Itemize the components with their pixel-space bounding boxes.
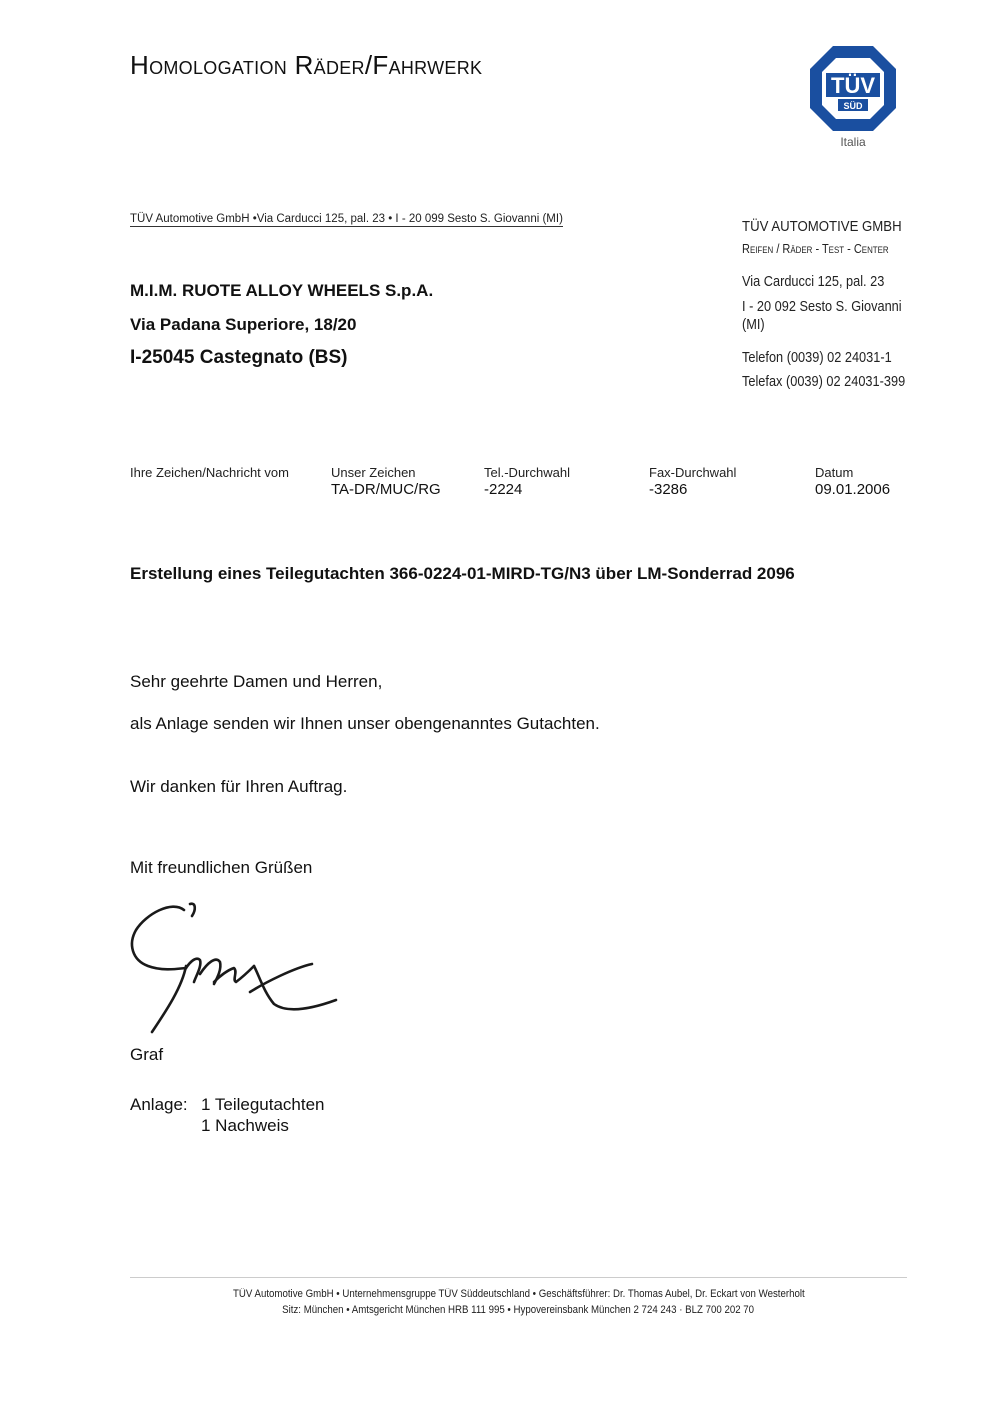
footer-line-2-text: Sitz: München • Amtsgericht München HRB 111 995 • Hypovereinsbank München 2 724 243 · BLZ 700 202 70 <box>282 1304 755 1316</box>
footer-divider <box>130 1277 907 1278</box>
sidebar-company: TÜV AUTOMOTIVE GMBH <box>742 218 902 235</box>
sidebar-subtitle: Reifen / Räder - Test - Center <box>742 242 889 256</box>
signer-name: Graf <box>130 1045 164 1064</box>
tuv-logo <box>808 44 898 154</box>
body-paragraph-1: als Anlage senden wir Ihnen unser obengenanntes Gutachten. <box>130 714 600 733</box>
ref-value-fax-durchwahl: -3286 <box>649 481 688 498</box>
body-paragraph-2: Wir danken für Ihren Auftrag. <box>130 777 348 796</box>
ref-label-unser-zeichen: Unser Zeichen <box>331 465 416 480</box>
document-title: Homologation Räder/Fahrwerk <box>130 50 483 80</box>
sidebar-street: Via Carducci 125, pal. 23 <box>742 274 885 290</box>
salutation: Sehr geehrte Damen und Herren, <box>130 672 383 691</box>
logo-caption: Italia <box>840 135 866 149</box>
attachment-item: 1 Nachweis <box>201 1116 289 1135</box>
recipient-street: Via Padana Superiore, 18/20 <box>130 315 357 334</box>
sidebar-telefax: Telefax (0039) 02 24031-399 <box>742 374 906 390</box>
sender-address-line: TÜV Automotive GmbH •Via Carducci 125, pal. 23 • I - 20 099 Sesto S. Giovanni (MI) <box>130 213 563 225</box>
logo-text-bottom: SÜD <box>843 101 863 111</box>
ref-value-datum: 09.01.2006 <box>815 481 891 498</box>
recipient-company: M.I.M. RUOTE ALLOY WHEELS S.p.A. <box>130 281 434 300</box>
logo-text-top: TÜV <box>831 73 875 98</box>
attachments-label: Anlage: <box>130 1095 188 1114</box>
ref-label-ihre-zeichen: Ihre Zeichen/Nachricht vom <box>130 465 289 480</box>
footer-line-1 <box>130 1288 907 1300</box>
attachment-item: 1 Teilegutachten <box>201 1095 325 1114</box>
ref-label-fax-durchwahl: Fax-Durchwahl <box>649 465 737 480</box>
recipient-city: I-25045 Castegnato (BS) <box>130 347 348 368</box>
sidebar-telefon: Telefon (0039) 02 24031-1 <box>742 350 892 366</box>
footer-line-2 <box>130 1304 907 1316</box>
footer-line-1-text: TÜV Automotive GmbH • Unternehmensgruppe TÜV Süddeutschland • Geschäftsführer: Dr. Thomas Aubel, Dr. Eckart von Westerholt <box>232 1288 805 1300</box>
closing: Mit freundlichen Grüßen <box>130 858 313 877</box>
sidebar-city: I - 20 092 Sesto S. Giovanni (MI) <box>742 299 902 333</box>
handwritten-signature <box>124 896 344 1041</box>
ref-value-tel-durchwahl: -2224 <box>484 481 523 498</box>
ref-label-datum: Datum <box>815 465 854 480</box>
ref-label-tel-durchwahl: Tel.-Durchwahl <box>484 465 570 480</box>
letter-subject: Erstellung eines Teilegutachten 366-0224-01-MIRD-TG/N3 über LM-Sonderrad 2096 <box>130 564 795 583</box>
tuv-octagon-icon <box>808 44 898 154</box>
ref-value-unser-zeichen: TA-DR/MUC/RG <box>331 481 441 498</box>
